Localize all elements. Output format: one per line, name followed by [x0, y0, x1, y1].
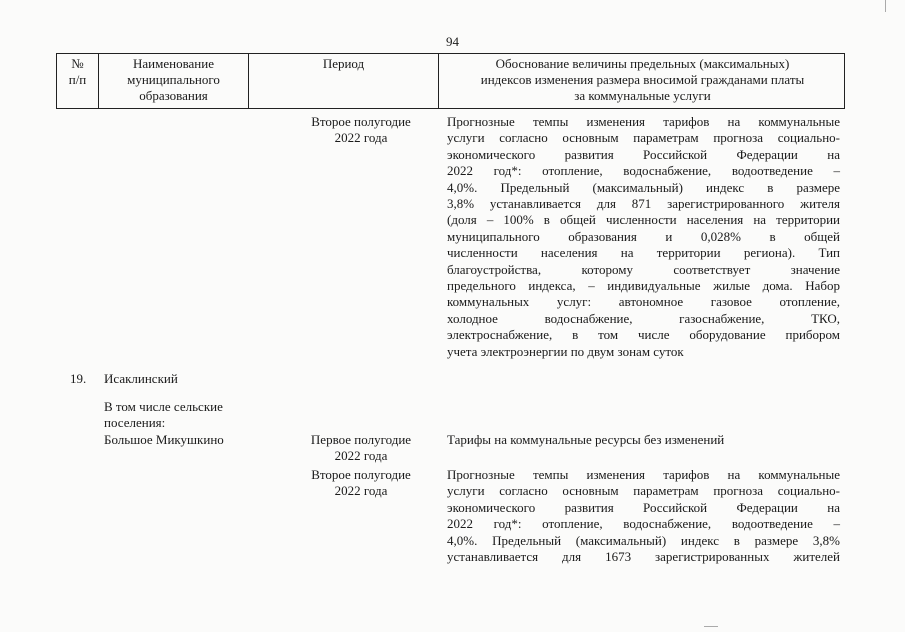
basis-line: коммунальных услуг: автономное газовое отопление,	[447, 294, 840, 310]
page-number: 94	[446, 34, 459, 49]
subsection-label: В том числе сельские поселения:	[104, 399, 223, 431]
basis-line: 2022 год*: отопление, водоснабжение, водоотведение –	[447, 163, 840, 179]
settlement-name: Большое Микушкино	[104, 432, 224, 447]
header-period: Период	[249, 54, 439, 108]
basis-line: электроснабжение, в том числе оборудование прибором	[447, 327, 840, 343]
basis-line: учета электроэнергии по двум зонам суток	[447, 343, 684, 359]
basis-line: 4,0%. Предельный (максимальный) индекс в размере	[447, 179, 840, 195]
basis-line: холодное водоснабжение, газоснабжение, ТКО,	[447, 310, 840, 326]
basis-line: Прогнозные темпы изменения тарифов на коммунальные	[447, 114, 840, 129]
basis-line: услуги согласно основным параметрам прогноза социально-	[447, 130, 840, 146]
municipality-name: Исаклинский	[104, 371, 178, 386]
basis-line: экономического развития Российской Федерации на	[447, 499, 840, 515]
basis-line: благоустройства, которому соответствует значение	[447, 261, 840, 277]
header-basis: Обоснование величины предельных (максимальных) индексов изменения размера вносимой гражданами платы за коммунальные услуги	[480, 56, 805, 103]
basis-line: устанавливается для 1673 зарегистрированных жителей	[447, 549, 840, 564]
basis-line: Прогнозные темпы изменения тарифов на коммунальные	[447, 467, 840, 482]
basis-line: 2022 год*: отопление, водоснабжение, водоотведение –	[447, 516, 840, 532]
table-header	[56, 53, 845, 109]
header-number: № п/п	[57, 54, 99, 108]
basis-line: муниципального образования и 0,028% в общей	[447, 228, 840, 244]
basis-line: предельного индекса, – индивидуальные жилые дома. Набор	[447, 278, 840, 293]
basis-line: 4,0%. Предельный (максимальный) индекс в размере 3,8%	[447, 532, 840, 548]
basis-line: услуги согласно основным параметрам прогноза социально-	[447, 483, 840, 499]
header-municipality: Наименование муниципального образования	[99, 54, 249, 108]
basis-line: численности населения на территории региона). Тип	[447, 245, 840, 261]
period-second-half: Второе полугодие 2022 года	[311, 114, 411, 146]
basis-line: экономического развития Российской Федерации на	[447, 146, 840, 162]
scan-artifact	[704, 626, 718, 627]
scan-artifact	[885, 0, 886, 12]
basis-line: 3,8% устанавливается для 871 зарегистрированного жителя	[447, 196, 840, 211]
row-number: 19.	[70, 371, 87, 386]
basis-no-change: Тарифы на коммунальные ресурсы без изменений	[447, 432, 725, 447]
period-first-half: Первое полугодие 2022 года	[310, 432, 412, 464]
basis-line: (доля – 100% в общей численности населения на территории	[447, 212, 840, 228]
period-second-half-2: Второе полугодие 2022 года	[311, 467, 411, 499]
